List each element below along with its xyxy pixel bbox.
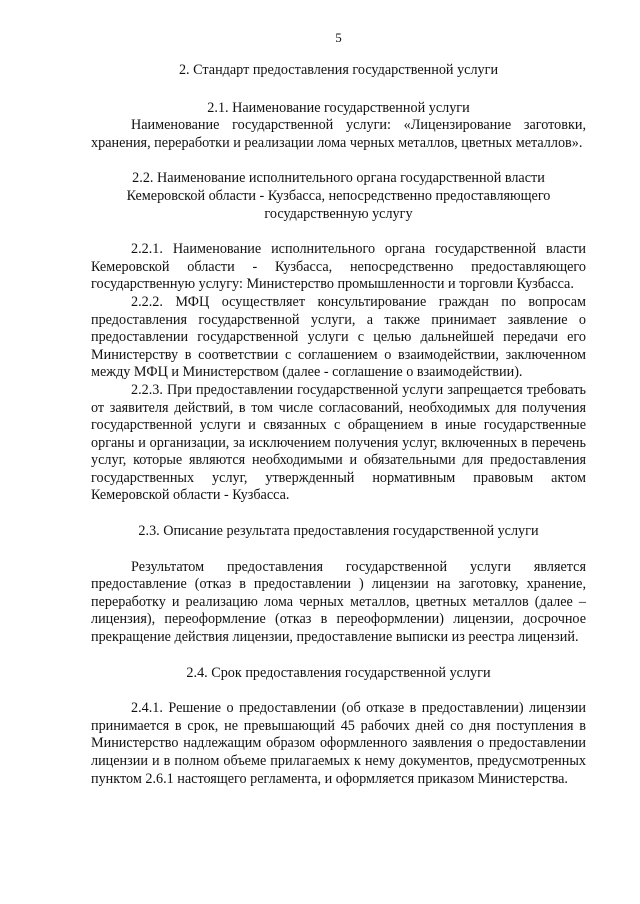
subsection-2-4-title: 2.4. Срок предоставления государственной услуги xyxy=(186,664,491,681)
subsection-2-2-heading xyxy=(91,170,586,223)
page-number: 5 xyxy=(335,30,342,45)
subsection-2-3-title: 2.3. Описание результата предоставления государственной услуги xyxy=(138,523,539,540)
subsection-2-1-title: 2.1. Наименование государственной услуги xyxy=(207,99,470,116)
subsection-2-1-text: Наименование государственной услуги: «Лицензирование заготовки, хранения, переработки и реализации лома черных металлов, цветных металлов». xyxy=(91,117,586,151)
paragraph-2-2-1: 2.2.1. Наименование исполнительного органа государственной власти Кемеровской области - Кузбасса, непосредственно предоставляющего государственную услугу: Министерство промышленности и торговли Кузбасса. xyxy=(91,241,586,293)
paragraph-2-3-1: Результатом предоставления государственной услуги является предоставление (отказ в предоставлении ) лицензии на заготовку, хранение, переработку и реализацию лома черных металлов, цветных металлов (далее – лицензия), переоформление (отказ в переоформлении) лицензии, досрочное прекращение действия лицензии, предоставление выписки из реестра лицензий. xyxy=(91,558,586,646)
subsection-2-2-title-line: Кемеровской области - Кузбасса, непосредственно предоставляющего xyxy=(126,187,551,204)
section-title: 2. Стандарт предоставления государственной услуги xyxy=(178,62,499,78)
subsection-2-2-title-line: 2.2. Наименование исполнительного органа государственной власти xyxy=(132,170,545,187)
paragraph-2-4-1: 2.4.1. Решение о предоставлении (об отказе в предоставлении) лицензии принимается в срок, не превышающий 45 рабочих дней со дня поступления в Министерство надлежащим образом оформленного заявления о предоставлении лицензии и в полном объеме прилагаемых к нему документов, предусмотренных пунктом 2.6.1 настоящего регламента, и оформляется приказом Министерства. xyxy=(91,700,586,787)
subsection-2-2-title-line: государственную услугу xyxy=(264,205,413,222)
paragraph-2-2-2: 2.2.2. МФЦ осуществляет консультирование граждан по вопросам предоставления государственной услуги, а также принимает заявление о предоставлении государственной услуги с целью дальнейшей передачи его Министерству в соответствии с соглашением о взаимодействии, заключенном между МФЦ и Министерством (далее - соглашение о взаимодействии). xyxy=(91,293,586,381)
paragraph-2-2-3: 2.2.3. При предоставлении государственной услуги запрещается требовать от заявителя действий, в том числе согласований, необходимых для получения государственной услуги и связанных с обращением в иные государственные органы и организации, за исключением получения услуг, включенных в перечень услуг, которые являются необходимыми и обязательными для предоставления государственных услуг, утвержденный нормативным правовым актом Кемеровской области - Кузбасса. xyxy=(91,381,586,504)
